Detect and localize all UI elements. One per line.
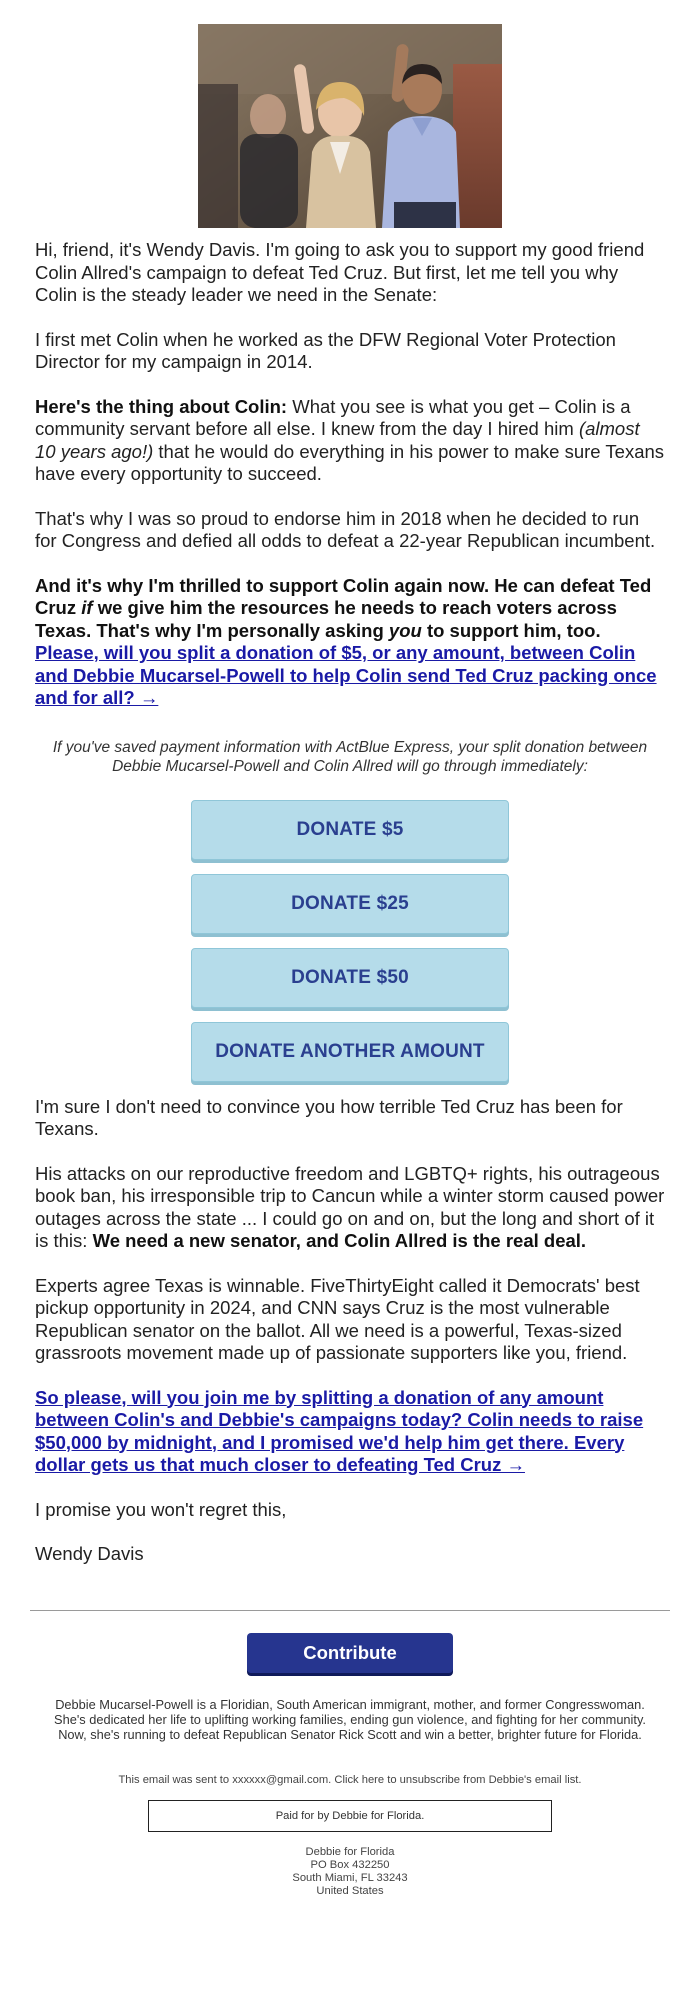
donate-25-button[interactable]: DONATE $25	[191, 874, 509, 934]
paragraph-ask	[35, 575, 665, 710]
attacks-conclusion: We need a new senator, and Colin Allred is the real deal.	[92, 1230, 587, 1251]
address-line-2: PO Box 432250	[310, 1858, 390, 1871]
paid-for-disclaimer: Paid for by Debbie for Florida.	[148, 1800, 552, 1832]
address-line-1: Debbie for Florida	[305, 1845, 395, 1858]
recipient-email: xxxxxx@gmail.com	[232, 1773, 329, 1786]
donate-buttons	[35, 800, 665, 1082]
footer-divider	[30, 1610, 670, 1611]
sent-to-notice	[0, 1774, 700, 1786]
ask-if: if	[81, 597, 93, 618]
ask-text-b: we give him the resources he needs to reach voters across Texas. That's why I'm personally asking	[35, 597, 617, 641]
ask-text-c: to support him, too.	[421, 619, 601, 641]
ask-you: you	[388, 619, 422, 641]
contribute-button[interactable]: Contribute	[247, 1633, 453, 1673]
paragraph-endorse: That's why I was so proud to endorse him in 2018 when he decided to run for Congress and defied all odds to defeat a 22-year Republican incumbent.	[35, 507, 656, 551]
attacks-text: His attacks on our reproductive freedom and LGBTQ+ rights, his outrageous book ban, his irresponsible trip to Cancun while a winter storm caused power outages across the state ... I could go on and on, but the long and short of it is this:	[35, 1162, 665, 1251]
final-donation-link[interactable]: So please, will you join me by splitting a donation of any amount between Colin's and Debbie's campaigns today? Colin needs to raise $50,000 by midnight, and I promised we'd help him get there. Every dollar gets us that much closer to defeating Ted Cruz →	[35, 1386, 644, 1475]
about-colin-aside: (almost 10 years ago!)	[35, 418, 640, 462]
paragraph-experts: Experts agree Texas is winnable. FiveThirtyEight called it Democrats' best pickup opportunity in 2024, and CNN says Cruz is the most vulnerable Republican senator on the ballot. All we need is a powerful, Texas-sized grassroots movement made up of passionate supporters like you, friend.	[35, 1274, 640, 1363]
donate-5-button[interactable]: DONATE $5	[191, 800, 509, 860]
about-colin-lead: Here's the thing about Colin:	[35, 395, 288, 417]
paragraph-intro: Hi, friend, it's Wendy Davis. I'm going to ask you to support my good friend Colin Allred's campaign to defeat Ted Cruz. But first, let me tell you why Colin is the steady leader we need in the Senate:	[35, 239, 645, 305]
signoff-name: Wendy Davis	[35, 1543, 144, 1564]
sent-text-b: .	[328, 1773, 335, 1786]
letter-body	[0, 239, 700, 1566]
split-donation-link[interactable]: Please, will you split a donation of $5, or any amount, between Colin and Debbie Mucarsel-Powell to help Colin send Ted Cruz packing once and for all? →	[35, 642, 657, 708]
ask-text-a: And it's why I'm thrilled to support Colin again now. He can defeat Ted Cruz	[35, 574, 652, 618]
hero-photo-art	[198, 24, 502, 228]
about-colin-text-a: What you see is what you get – Colin is a community servant before all else. I knew from the day I hired him	[35, 395, 631, 439]
paragraph-final-ask	[35, 1387, 665, 1477]
unsubscribe-link[interactable]: Click here to unsubscribe from Debbie's email list.	[334, 1773, 582, 1786]
paragraph-first-met: I first met Colin when he worked as the DFW Regional Voter Protection Director for my campaign in 2014.	[35, 328, 616, 372]
address-line-3: South Miami, FL 33243	[292, 1871, 408, 1884]
donate-other-amount-button[interactable]: DONATE ANOTHER AMOUNT	[191, 1022, 509, 1082]
paragraph-attacks	[35, 1163, 665, 1253]
address-line-4: United States	[316, 1884, 384, 1897]
sent-text-a: This email was sent to	[118, 1773, 233, 1786]
paragraph-terrible: I'm sure I don't need to convince you how terrible Ted Cruz has been for Texans.	[35, 1095, 623, 1139]
mailing-address	[0, 1846, 700, 1898]
donate-50-button[interactable]: DONATE $50	[191, 948, 509, 1008]
hero-photo	[198, 24, 502, 228]
email-container	[0, 24, 700, 1898]
candidate-bio: Debbie Mucarsel-Powell is a Floridian, South American immigrant, mother, and former Congresswoman. She's dedicated her life to uplifting working families, ending gun violence, and fighting for her community. Now, she's running to defeat Republican Senator Rick Scott and win a better, brighter future for Florida.	[54, 1696, 646, 1742]
actblue-express-note: If you've saved payment information with ActBlue Express, your split donation between Debbie Mucarsel-Powell and Colin Allred will go through immediately:	[52, 738, 648, 775]
about-colin-text-b: that he would do everything in his power to make sure Texans have every opportunity to succeed.	[35, 440, 665, 484]
paragraph-about-colin	[35, 396, 665, 486]
paragraph-promise: I promise you won't regret this,	[35, 1498, 287, 1520]
